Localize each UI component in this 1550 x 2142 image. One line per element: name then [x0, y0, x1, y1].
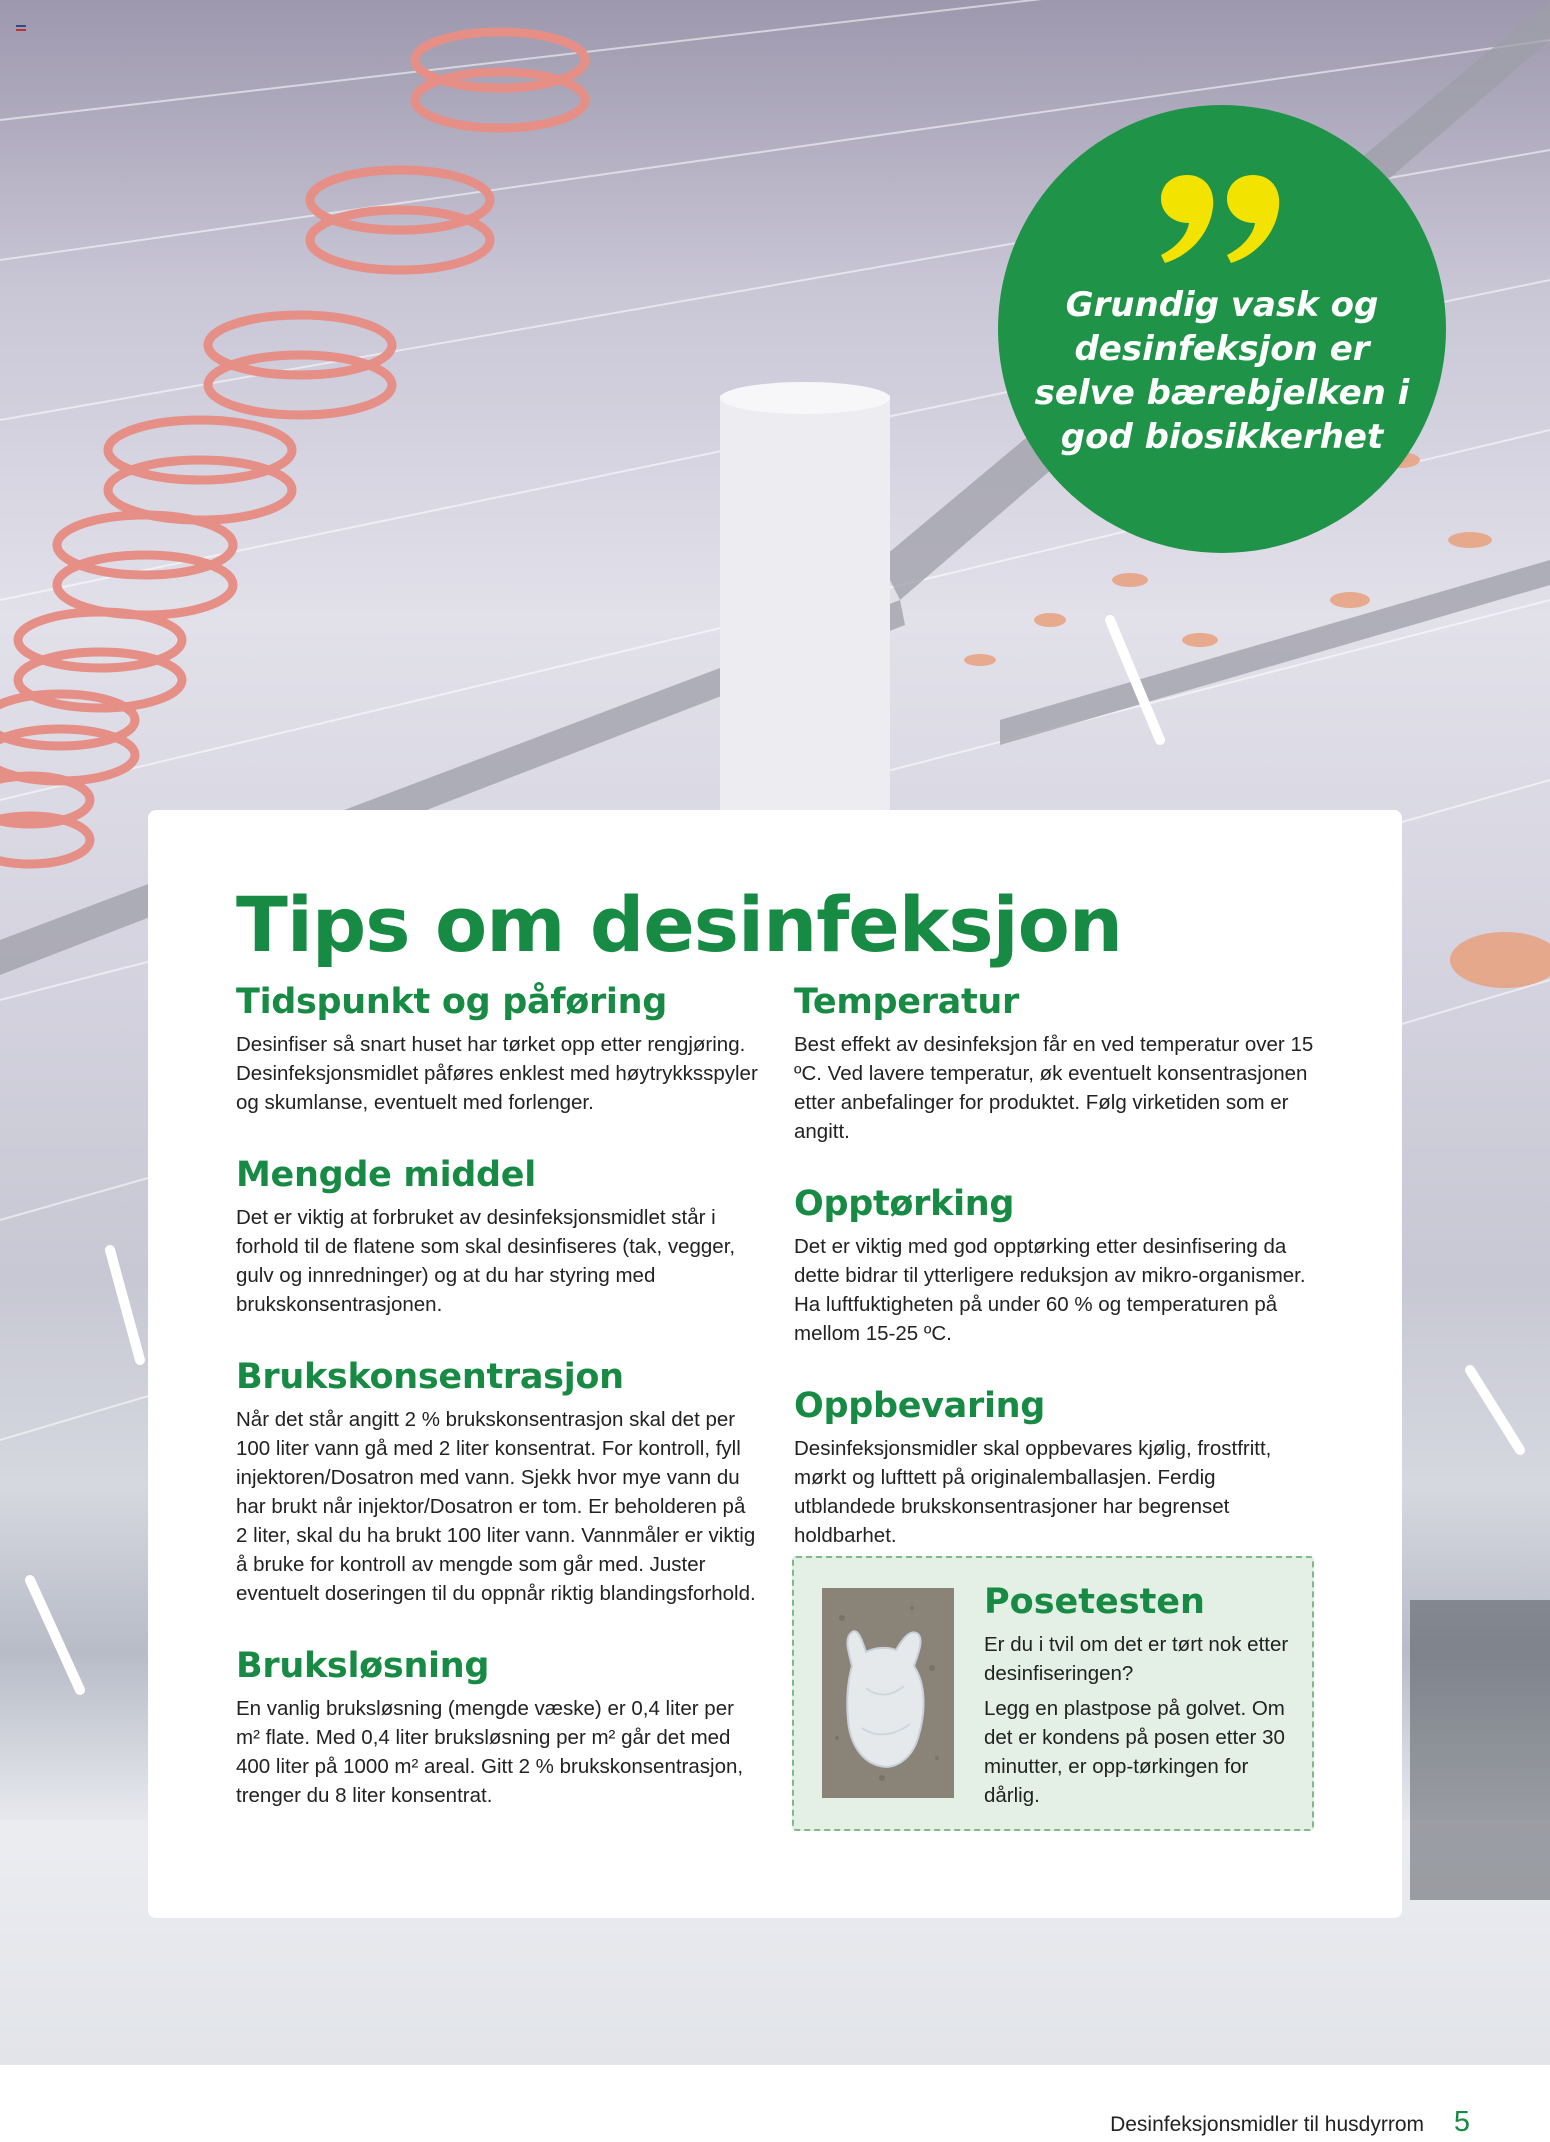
section-body: Best effekt av desinfeksjon får en ved temperatur over 15 ºC. Ved lavere temperatur, øk eventuelt konsentrasjonen etter anbefalinger for produktet. Følg virketiden som er angitt.	[794, 1033, 1314, 1143]
section-body: En vanlig bruksløsning (mengde væske) er 0,4 liter per m² flate. Med 0,4 liter bruksløsning per m² går det med 400 liter på 1000 m² areal. Gitt 2 % brukskonsentrasjon, trenger du 8 liter konsentrat.	[236, 1697, 744, 1807]
page-title: Tips om desinfeksjon	[236, 880, 1122, 969]
section-body: Når det står angitt 2 % brukskonsentrasjon skal det per 100 liter vann gå med 2 liter konsentrat. For kontroll, fyll injektoren/Dosatron med vann. Sjekk hvor mye vann du har brukt når injektor/Dosatron er tom. Er beholderen på 2 liter, skal du ha brukt 100 liter vann. Vannmåler er viktig å bruke for kontroll av mengde som går med. Juster eventuelt doseringen til du oppnår riktig blandingsforhold.	[236, 1408, 756, 1605]
quote-mark-icon	[1157, 175, 1287, 265]
section-heading: Brukskonsentrasjon	[236, 1357, 624, 1397]
section-heading: Mengde middel	[236, 1155, 536, 1195]
section-opptorking	[794, 1184, 1319, 1348]
footer-title: Desinfeksjonsmidler til husdyrrom	[1110, 2113, 1424, 2136]
posetesten-body: Legg en plastpose på golvet. Om det er kondens på posen etter 30 minutter, er opp-tørkingen for dårlig.	[984, 1697, 1285, 1807]
left-column	[236, 982, 761, 1848]
right-column	[794, 982, 1319, 1588]
posetesten-box	[792, 1556, 1314, 1831]
corner-mark	[16, 18, 26, 24]
quote-circle	[998, 105, 1446, 553]
section-heading: Temperatur	[794, 982, 1020, 1022]
section-tidspunkt	[236, 982, 761, 1117]
posetesten-heading: Posetesten	[984, 1582, 1205, 1622]
section-mengde-middel	[236, 1155, 761, 1319]
section-oppbevaring	[794, 1386, 1319, 1550]
section-heading: Bruksløsning	[236, 1646, 490, 1686]
section-body: Desinfeksjonsmidler skal oppbevares kjølig, frostfritt, mørkt og lufttett på originalemballasjen. Ferdig utblandede brukskonsentrasjoner har begrenset holdbarhet.	[794, 1437, 1272, 1547]
posetesten-question: Er du i tvil om det er tørt nok etter desinfiseringen?	[984, 1633, 1289, 1685]
page-number: 5	[1453, 2106, 1470, 2138]
content-card	[148, 810, 1402, 1918]
section-heading: Oppbevaring	[794, 1386, 1046, 1426]
section-temperatur	[794, 982, 1319, 1146]
section-body: Desinfiser så snart huset har tørket opp etter rengjøring. Desinfeksjonsmidlet påføres enklest med høytrykksspyler og skumlanse, eventuelt med forlenger.	[236, 1033, 758, 1114]
section-brukskonsentrasjon	[236, 1357, 761, 1608]
quote-text: Grundig vask og desinfeksjon er selve bærebjelken i god biosikkerhet	[1034, 285, 1410, 457]
section-brukslosning	[236, 1646, 761, 1810]
plastic-bag-photo	[822, 1588, 954, 1798]
section-body: Det er viktig med god opptørking etter desinfisering da dette bidrar til ytterligere reduksjon av mikro-organismer. Ha luftfuktigheten på under 60 % og temperaturen på mellom 15-25 ºC.	[794, 1235, 1306, 1345]
section-heading: Tidspunkt og påføring	[236, 982, 667, 1022]
section-heading: Opptørking	[794, 1184, 1015, 1224]
posetesten-text	[984, 1582, 1294, 1816]
section-body: Det er viktig at forbruket av desinfeksjonsmidlet står i forhold til de flatene som skal desinfiseres (tak, vegger, gulv og innredninger) og at du har styring med brukskonsentrasjonen.	[236, 1206, 736, 1316]
